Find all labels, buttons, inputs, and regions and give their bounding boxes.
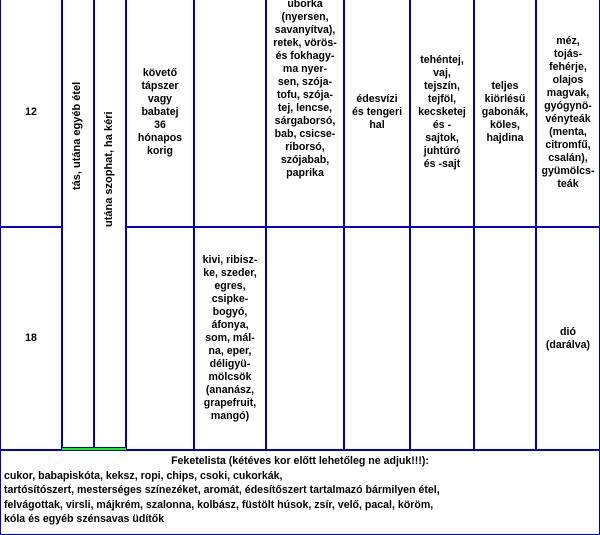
- fruit-text: kivi, ribisz- ke, szeder, egres, csipke- bogyó, áfonya, som, mál- na, eper, déligyü- mölcsök (ananász, grapefruit, mangó): [202, 254, 258, 422]
- blacklist-section: [0, 450, 600, 535]
- grains-cell-18: [474, 227, 536, 450]
- vegetables-cell-18: [266, 227, 344, 450]
- blacklist-title: Feketelista (kétéves kor előtt lehetőleg ne adjuk!!!):: [171, 455, 429, 467]
- rotated-note-2: utána szophat, ha kéri: [103, 111, 115, 227]
- fish-cell-18: [344, 227, 410, 450]
- age-label: 12: [25, 106, 37, 118]
- dairy-text: tehéntej, vaj, tejszín, tejföl, kecsketej és - sajtok, juhtúró és -sajt: [418, 54, 466, 170]
- other-text: méz, tojás- fehérje, olajos magvak, gyógynö- vényteák (menta, citromfű, csalán), gyümölcs- teák: [541, 34, 595, 190]
- other-text: dió (darálva): [545, 325, 591, 351]
- age-label: 18: [25, 332, 37, 344]
- blacklist-line: felvágottak, virsli, májkrém, szalonna, kolbász, füstölt húsok, zsír, velő, pacal, köröm,: [4, 498, 434, 511]
- grains-cell-12: [474, 0, 536, 227]
- age-cell-12: [0, 0, 62, 227]
- formula-cell-18: [126, 227, 194, 450]
- rotated-note-1: tás, utána egyéb étel: [71, 81, 83, 190]
- vegetables-cell-12: [266, 0, 344, 227]
- fish-cell-12: [344, 0, 410, 227]
- dairy-cell-18: [410, 227, 474, 450]
- blacklist-line: cukor, babapiskóta, keksz, ropi, chips, csoki, cukorkák,: [4, 469, 283, 482]
- dairy-cell-12: [410, 0, 474, 227]
- formula-text: követő tápszer vagy babatej 36 hónapos korig: [137, 67, 183, 157]
- age-cell-18: [0, 227, 62, 450]
- fruit-cell-12: [194, 0, 266, 227]
- vegetables-text: uborka (nyersen, savanyítva), retek, vörös- és fokhagy- ma nyer- sen, szója- tofu, szója- tej, lencse, sárgaborsó, bab, csicse- riborsó, szójabab, paprika: [273, 0, 337, 179]
- other-cell-12: [536, 0, 600, 227]
- fish-text: édesvízi és tengeri hal: [351, 93, 403, 131]
- blacklist-line: kóla és egyéb szénsavas üdítők: [4, 513, 165, 525]
- fruit-cell-18: [194, 227, 266, 450]
- rotated-note-column-1: [62, 0, 94, 448]
- rotated-note-column-2: [94, 0, 126, 448]
- blacklist-line: tartósítószert, mesterséges színezéket, aromát, édesítőszert tartalmazó bármilyen étel,: [4, 484, 440, 496]
- formula-cell-12: [126, 0, 194, 227]
- grains-text: teljes kiörlésű gabonák, köles, hajdina: [481, 80, 529, 144]
- other-cell-18: [536, 227, 600, 450]
